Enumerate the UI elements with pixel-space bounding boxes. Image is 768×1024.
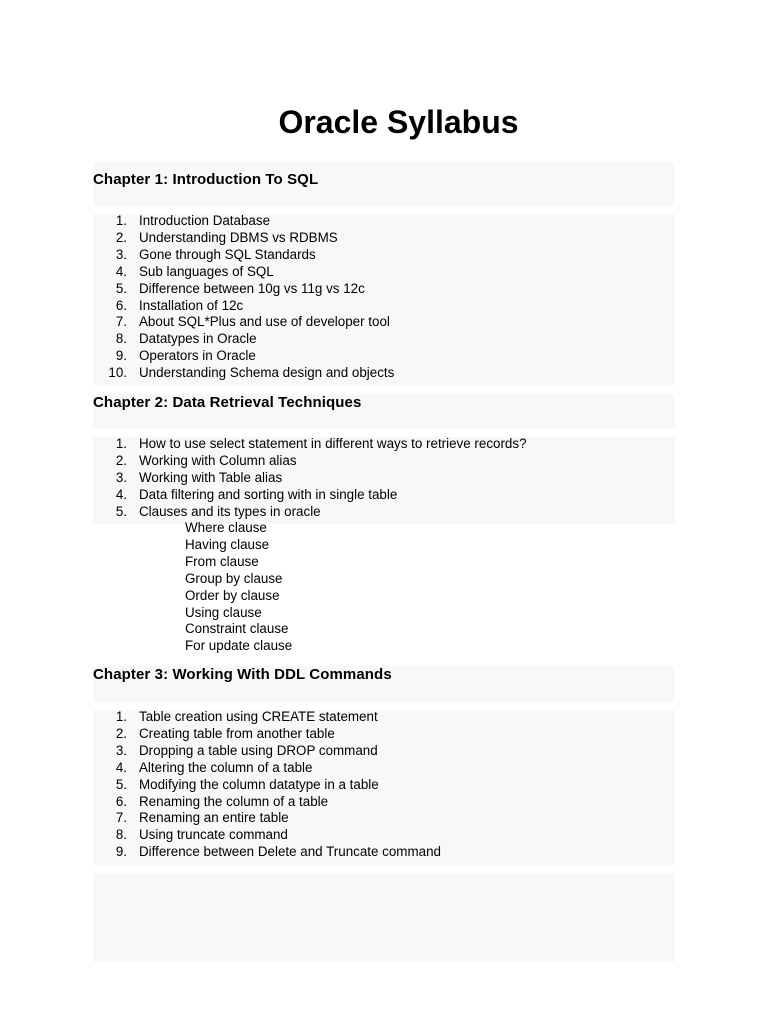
- list-number: 4.: [115, 486, 127, 502]
- list-number: 8.: [115, 827, 127, 843]
- list-number: 9.: [115, 844, 127, 860]
- list-number: 2.: [115, 452, 127, 468]
- list-item: [93, 760, 441, 777]
- list-item: [93, 281, 394, 298]
- list-item: [93, 436, 527, 453]
- list-item: [93, 348, 394, 365]
- list-item-text: Renaming the column of a table: [139, 793, 329, 809]
- list-number: 2.: [115, 725, 127, 741]
- clause-sublist: [185, 520, 292, 655]
- list-item: [93, 487, 527, 504]
- sub-list-item: From clause: [185, 553, 259, 569]
- list-number: 4.: [115, 263, 127, 279]
- list-item-text: Using truncate command: [139, 827, 288, 843]
- list-item: [93, 726, 441, 743]
- list-number: 3.: [115, 469, 127, 485]
- list-item-text: Installation of 12c: [139, 297, 244, 313]
- empty-band: [93, 873, 675, 962]
- list-item: [93, 844, 441, 861]
- list-item: [93, 794, 441, 811]
- list-item: [93, 504, 527, 521]
- list-item: [93, 827, 441, 844]
- list-item-text: Dropping a table using DROP command: [139, 742, 378, 758]
- list-number: 7.: [115, 314, 127, 330]
- list-item-text: Operators in Oracle: [139, 348, 256, 364]
- list-number: 3.: [115, 742, 127, 758]
- list-number: 6.: [115, 297, 127, 313]
- sub-list-item: For update clause: [185, 638, 293, 654]
- chapter-2-heading: Chapter 2: Data Retrieval Techniques: [93, 394, 362, 411]
- list-number: 1.: [115, 709, 127, 724]
- list-item-text: Introduction Database: [139, 213, 271, 228]
- list-number: 2.: [115, 229, 127, 245]
- list-item: [93, 777, 441, 794]
- list-item: [93, 810, 441, 827]
- list-number: 4.: [115, 759, 127, 775]
- list-item: [93, 331, 394, 348]
- sub-list-item: Using clause: [185, 604, 262, 620]
- chapter-1-heading: Chapter 1: Introduction To SQL: [93, 171, 319, 188]
- list-number: 6.: [115, 793, 127, 809]
- list-item-text: Working with Table alias: [139, 469, 283, 485]
- chapter-3-heading: Chapter 3: Working With DDL Commands: [93, 666, 392, 683]
- list-number: 10.: [108, 365, 127, 381]
- sub-list-item: Where clause: [185, 520, 267, 535]
- list-item-text: Creating table from another table: [139, 725, 335, 741]
- list-number: 8.: [115, 331, 127, 347]
- list-number: 3.: [115, 246, 127, 262]
- list-item: [93, 365, 394, 382]
- list-item-text: Datatypes in Oracle: [139, 331, 257, 347]
- list-item: [93, 709, 441, 726]
- list-item: [93, 298, 394, 315]
- list-item-text: Table creation using CREATE statement: [139, 709, 378, 724]
- sub-list-item: Constraint clause: [185, 621, 289, 637]
- list-number: 1.: [115, 213, 127, 228]
- list-item-text: Understanding Schema design and objects: [139, 365, 395, 381]
- list-number: 5.: [115, 503, 127, 519]
- list-item-text: Working with Column alias: [139, 452, 297, 468]
- list-item: [93, 213, 394, 230]
- list-item-text: Modifying the column datatype in a table: [139, 776, 379, 792]
- list-number: 5.: [115, 280, 127, 296]
- list-item-text: Gone through SQL Standards: [139, 246, 316, 262]
- list-number: 1.: [115, 436, 127, 451]
- list-item: [93, 247, 394, 264]
- list-item-text: Renaming an entire table: [139, 810, 289, 826]
- chapter-1-list: [93, 213, 394, 382]
- list-item: [93, 453, 527, 470]
- list-number: 9.: [115, 348, 127, 364]
- list-item-text: Sub languages of SQL: [139, 263, 274, 279]
- list-item-text: Understanding DBMS vs RDBMS: [139, 229, 338, 245]
- list-item-text: Clauses and its types in oracle: [139, 503, 321, 519]
- list-item-text: About SQL*Plus and use of developer tool: [139, 314, 390, 330]
- sub-list-item: Order by clause: [185, 587, 280, 603]
- list-item-text: Difference between Delete and Truncate command: [139, 844, 441, 860]
- list-item: [93, 230, 394, 247]
- list-item: [93, 264, 394, 281]
- chapter-3-list: [93, 709, 441, 861]
- chapter-2-list: [93, 436, 527, 521]
- list-number: 7.: [115, 810, 127, 826]
- list-number: 5.: [115, 776, 127, 792]
- list-item: [93, 314, 394, 331]
- sub-list-item: Group by clause: [185, 570, 283, 586]
- list-item-text: Data filtering and sorting with in single table: [139, 486, 398, 502]
- page-title: Oracle Syllabus: [278, 104, 519, 140]
- list-item: [93, 470, 527, 487]
- list-item: [93, 743, 441, 760]
- list-item-text: Difference between 10g vs 11g vs 12c: [139, 280, 365, 296]
- list-item-text: Altering the column of a table: [139, 759, 313, 775]
- list-item-text: How to use select statement in different ways to retrieve records?: [139, 436, 527, 451]
- sub-list-item: Having clause: [185, 536, 270, 552]
